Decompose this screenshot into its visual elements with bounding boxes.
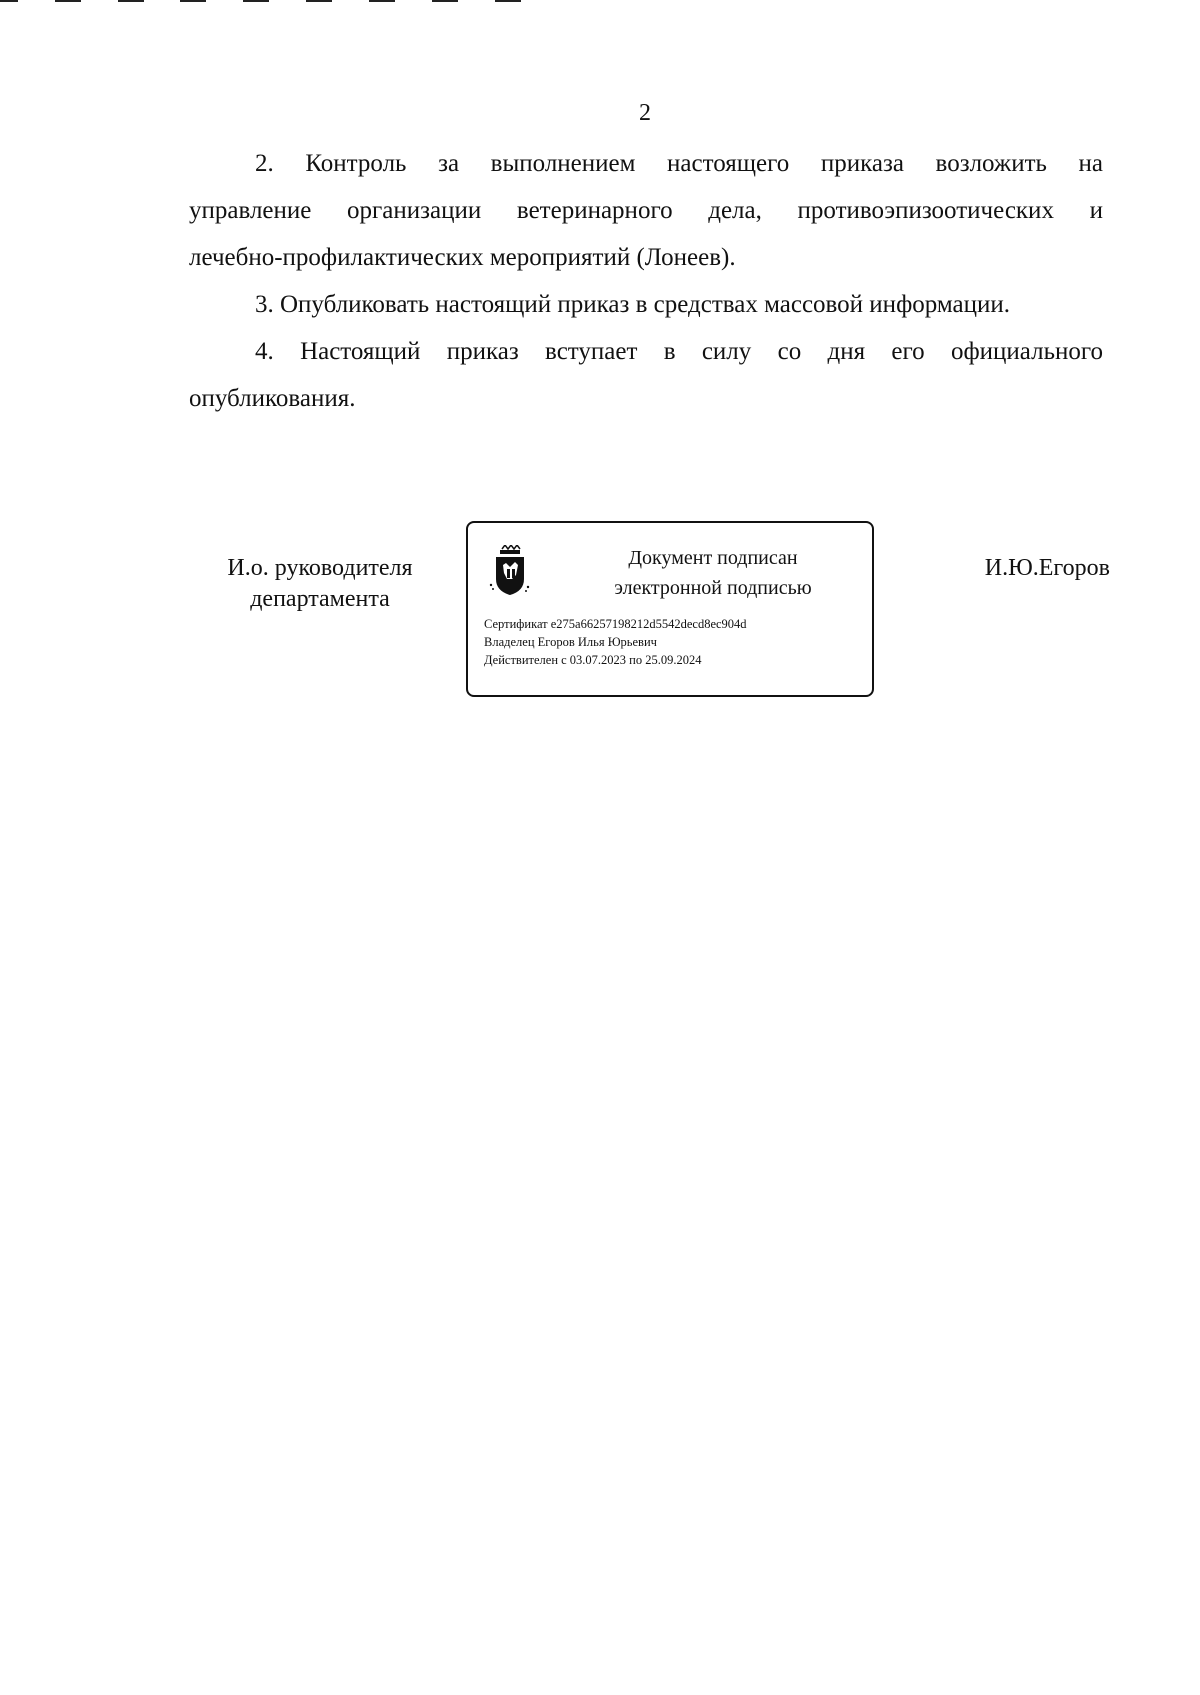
signer-position [200, 553, 440, 615]
paragraph-4-line-2: опубликования. [189, 385, 356, 412]
scan-dash [306, 0, 332, 2]
paragraph-2-line-1: 2. Контроль за выполнением настоящего приказа возложить на [255, 150, 1103, 177]
signer-position-line-1: И.о. руководителя [227, 555, 413, 581]
electronic-signature-stamp [466, 521, 874, 697]
scan-dash [243, 0, 269, 2]
paragraph-2-line-3: лечебно-профилактических мероприятий (Лонеев). [189, 244, 736, 271]
scan-dash [495, 0, 521, 2]
stamp-owner: Владелец Егоров Илья Юрьевич [484, 635, 657, 649]
top-dash-row [0, 0, 560, 4]
paragraph-3: 3. Опубликовать настоящий приказ в средствах массовой информации. [255, 291, 1011, 318]
page-number: 2 [639, 100, 651, 126]
scan-dash [118, 0, 144, 2]
signer-position-line-2: департамента [250, 586, 390, 612]
stamp-heading-line-2: электронной подписью [614, 577, 812, 599]
paragraph-2-line-2: управление организации ветеринарного дела, противоэпизоотических и [189, 197, 1103, 224]
stamp-certificate: Сертификат e275a66257198212d5542decd8ec904d [484, 617, 747, 631]
paragraph-4-line-1: 4. Настоящий приказ вступает в силу со дня его официального [255, 338, 1103, 365]
coat-of-arms-icon [488, 545, 532, 597]
scan-dash [432, 0, 458, 2]
scan-dash [55, 0, 81, 2]
signer-name: И.Ю.Егоров [984, 555, 1110, 581]
stamp-details [484, 615, 864, 669]
stamp-validity: Действителен с 03.07.2023 по 25.09.2024 [484, 653, 702, 667]
scan-dash [0, 0, 18, 2]
stamp-heading-line-1: Документ подписан [628, 547, 798, 569]
scan-dash [180, 0, 206, 2]
document-body [189, 140, 1103, 422]
stamp-heading [568, 543, 858, 603]
scan-dash [369, 0, 395, 2]
